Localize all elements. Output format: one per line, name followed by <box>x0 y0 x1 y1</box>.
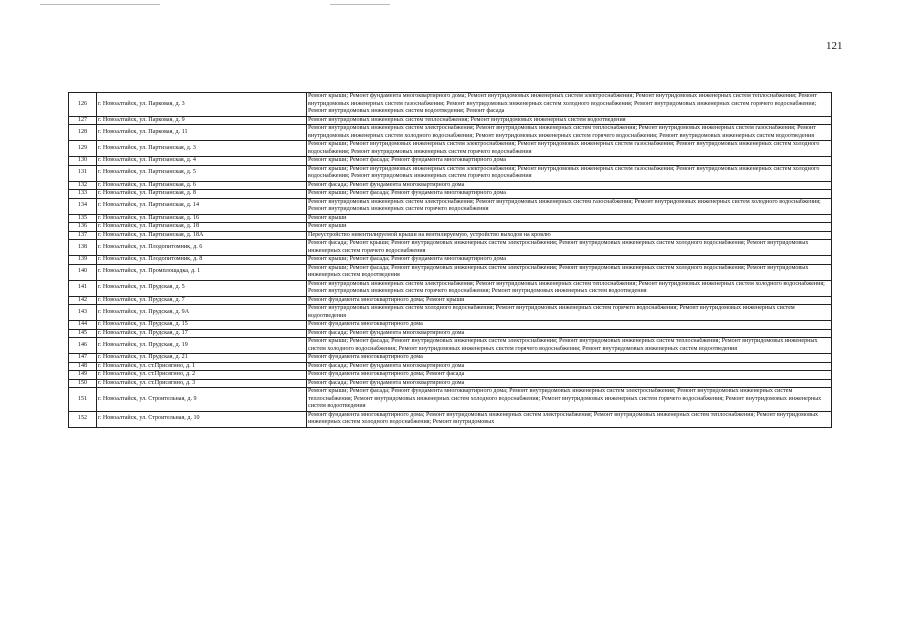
table-row <box>69 379 832 388</box>
row-number: 137 <box>69 231 97 240</box>
table-row <box>69 165 832 181</box>
table-row <box>69 198 832 214</box>
row-works: Ремонт внутридомовых инженерных систем электроснабжения; Ремонт внутридомовых инженерных систем теплоснабжения; Ремонт внутридомовых инженерных систем холодного водоснабжения; Ремонт внутридомовых инженерных систем горячего водоснабжения; Ремонт внутридомовых инженерных систем водоотведения <box>307 280 832 296</box>
row-address: г. Новоалтайск, ул. ст.Присягино, д. 1 <box>97 362 307 371</box>
row-address: г. Новоалтайск, ул. Парковая, д. 11 <box>97 125 307 141</box>
table-row <box>69 264 832 280</box>
row-address: г. Новоалтайск, ул. Плодопитомник, д. 6 <box>97 240 307 256</box>
row-number: 131 <box>69 165 97 181</box>
row-address: г. Новоалтайск, ул. Партизанская, д. 5 <box>97 165 307 181</box>
row-address: г. Новоалтайск, ул. Партизанская, д. 16 <box>97 214 307 223</box>
row-address: г. Новоалтайск, ул. Парковая, д. 9 <box>97 116 307 125</box>
row-works: Ремонт фундамента многоквартирного дома <box>307 321 832 330</box>
row-works: Ремонт крыши; Ремонт фасада; Ремонт фундамента многоквартирного дома <box>307 190 832 199</box>
row-number: 132 <box>69 181 97 190</box>
page-number: 121 <box>826 40 843 52</box>
row-number: 143 <box>69 305 97 321</box>
table-row <box>69 214 832 223</box>
table-row <box>69 280 832 296</box>
row-address: г. Новоалтайск, ул. Прудская, д. 5 <box>97 280 307 296</box>
table-row <box>69 362 832 371</box>
row-number: 136 <box>69 223 97 232</box>
row-address: г. Новоалтайск, ул. Прудская, д. 7 <box>97 296 307 305</box>
row-number: 148 <box>69 362 97 371</box>
row-number: 130 <box>69 157 97 166</box>
row-number: 138 <box>69 240 97 256</box>
row-address: г. Новоалтайск, ул. Промплощадка, д. 1 <box>97 264 307 280</box>
row-works: Ремонт крыши; Ремонт фасада; Ремонт фундамента многоквартирного дома <box>307 256 832 265</box>
row-address: г. Новоалтайск, ул. Партизанская, д. 8 <box>97 190 307 199</box>
row-works: Переустройство невентилируемой крыши на вентилируемую, устройство выходов на кровлю <box>307 231 832 240</box>
row-address: г. Новоалтайск, ул. Прудская, д. 9А <box>97 305 307 321</box>
row-works: Ремонт крыши; Ремонт фасада; Ремонт фундамента многоквартирного дома; Ремонт внутридомовых инженерных систем электроснабжения; Ремонт внутридомовых инженерных систем теплоснабжения; Ремонт внутридомовых инженерных систем холодного водоснабжения; Ремонт внутридомовых инженерных систем горячего водоснабжения; Ремонт внутридомовых инженерных систем водоотведения <box>307 388 832 412</box>
table-row <box>69 93 832 117</box>
row-number: 141 <box>69 280 97 296</box>
row-address: г. Новоалтайск, ул. Партизанская, д. 18 <box>97 223 307 232</box>
row-works: Ремонт фасада; Ремонт фундамента многоквартирного дома <box>307 379 832 388</box>
row-works: Ремонт фасада; Ремонт фундамента многоквартирного дома <box>307 329 832 338</box>
row-number: 146 <box>69 338 97 354</box>
row-address: г. Новоалтайск, ул. Партизанская, д. 14 <box>97 198 307 214</box>
row-address: г. Новоалтайск, ул. Плодопитомник, д. 8 <box>97 256 307 265</box>
row-works: Ремонт фундамента многоквартирного дома; Ремонт крыши <box>307 296 832 305</box>
table-row <box>69 223 832 232</box>
row-works: Ремонт фасада; Ремонт крыши; Ремонт внутридомовых инженерных систем электроснабжения; Ремонт внутридомовых инженерных систем холодного водоснабжения; Ремонт внутридомовых инженерных систем горячего водоснабжения <box>307 240 832 256</box>
table-body <box>69 93 832 428</box>
row-address: г. Новоалтайск, ул. Партизанская, д. 18А <box>97 231 307 240</box>
row-address: г. Новоалтайск, ул. ст.Присягино, д. 2 <box>97 371 307 380</box>
scan-artifact <box>40 4 160 5</box>
row-number: 151 <box>69 388 97 412</box>
row-number: 133 <box>69 190 97 199</box>
row-works: Ремонт крыши; Ремонт фасада; Ремонт внутридомовых инженерных систем электроснабжения; Ремонт внутридомовых инженерных систем холодного водоснабжения; Ремонт внутридомовых инженерных систем водоотведения <box>307 264 832 280</box>
row-number: 150 <box>69 379 97 388</box>
row-address: г. Новоалтайск, ул. Прудская, д. 21 <box>97 354 307 363</box>
row-number: 126 <box>69 93 97 117</box>
table-row <box>69 231 832 240</box>
row-address: г. Новоалтайск, ул. Прудская, д. 17 <box>97 329 307 338</box>
table-row <box>69 296 832 305</box>
row-number: 135 <box>69 214 97 223</box>
row-works: Ремонт крыши; Ремонт внутридомовых инженерных систем электроснабжения; Ремонт внутридомовых инженерных систем газоснабжения; Ремонт внутридомовых инженерных систем холодного водоснабжения; Ремонт внутридомовых инженерных систем горячего водоснабжения <box>307 165 832 181</box>
table-row <box>69 116 832 125</box>
row-works: Ремонт крыши; Ремонт фасада; Ремонт фундамента многоквартирного дома <box>307 157 832 166</box>
table-row <box>69 329 832 338</box>
row-works: Ремонт фундамента многоквартирного дома; Ремонт фасада <box>307 371 832 380</box>
row-works: Ремонт крыши; Ремонт внутридомовых инженерных систем электроснабжения; Ремонт внутридомовых инженерных систем газоснабжения; Ремонт внутридомовых инженерных систем холодного водоснабжения; Ремонт внутридомовых инженерных систем горячего водоснабжения <box>307 141 832 157</box>
table-row <box>69 240 832 256</box>
row-number: 140 <box>69 264 97 280</box>
row-works: Ремонт внутридомовых инженерных систем теплоснабжения; Ремонт внутридомовых инженерных систем водоотведения <box>307 116 832 125</box>
table-row <box>69 190 832 199</box>
row-works: Ремонт крыши; Ремонт фундамента многоквартирного дома; Ремонт внутридомовых инженерных систем электроснабжения; Ремонт внутридомовых инженерных систем теплоснабжения; Ремонт внутридомовых инженерных систем газоснабжения; Ремонт внутридомовых инженерных систем холодного водоснабжения; Ремонт внутридомовых инженерных систем горячего водоснабжения; Ремонт внутридомовых инженерных систем водоотведения; Ремонт фасада <box>307 93 832 117</box>
row-number: 149 <box>69 371 97 380</box>
row-works: Ремонт фундамента многоквартирного дома <box>307 354 832 363</box>
row-address: г. Новоалтайск, ул. Прудская, д. 19 <box>97 338 307 354</box>
row-works: Ремонт внутридомовых инженерных систем холодного водоснабжения; Ремонт внутридомовых инженерных систем горячего водоснабжения; Ремонт внутридомовых инженерных систем водоотведения <box>307 305 832 321</box>
row-works: Ремонт фасада; Ремонт фундамента многоквартирного дома <box>307 181 832 190</box>
row-number: 134 <box>69 198 97 214</box>
scan-artifact <box>330 4 390 5</box>
table-row <box>69 354 832 363</box>
row-number: 147 <box>69 354 97 363</box>
row-works: Ремонт крыши; Ремонт фасада; Ремонт внутридомовых инженерных систем электроснабжения; Ремонт внутридомовых инженерных систем теплоснабжения; Ремонт внутридомовых инженерных систем холодного водоснабжения; Ремонт внутридомовых инженерных систем горячего водоснабжения; Ремонт внутридомовых инженерных систем водоотведения <box>307 338 832 354</box>
row-number: 144 <box>69 321 97 330</box>
row-works: Ремонт фасада; Ремонт фундамента многоквартирного дома <box>307 362 832 371</box>
table-row <box>69 181 832 190</box>
table-row <box>69 371 832 380</box>
row-address: г. Новоалтайск, ул. Прудская, д. 15 <box>97 321 307 330</box>
row-works: Ремонт фундамента многоквартирного дома; Ремонт внутридомовых инженерных систем электроснабжения; Ремонт внутридомовых инженерных систем теплоснабжения; Ремонт внутридомовых инженерных систем холодного водоснабжения; Ремонт внутридомовых <box>307 411 832 427</box>
row-works: Ремонт внутридомовых инженерных систем электроснабжения; Ремонт внутридомовых инженерных систем теплоснабжения; Ремонт внутридомовых инженерных систем газоснабжения; Ремонт внутридомовых инженерных систем холодного водоснабжения; Ремонт внутридомовых инженерных систем горячего водоснабжения; Ремонт внутридомовых инженерных систем водоотведения <box>307 125 832 141</box>
row-number: 145 <box>69 329 97 338</box>
row-number: 128 <box>69 125 97 141</box>
table-row <box>69 141 832 157</box>
row-number: 129 <box>69 141 97 157</box>
row-address: г. Новоалтайск, ул. Партизанская, д. 4 <box>97 157 307 166</box>
row-number: 152 <box>69 411 97 427</box>
row-works: Ремонт крыши <box>307 223 832 232</box>
row-address: г. Новоалтайск, ул. Парковая, д. 3 <box>97 93 307 117</box>
row-number: 127 <box>69 116 97 125</box>
row-number: 142 <box>69 296 97 305</box>
row-address: г. Новоалтайск, ул. Партизанская, д. 3 <box>97 141 307 157</box>
table-row <box>69 125 832 141</box>
table-row <box>69 256 832 265</box>
table-row <box>69 157 832 166</box>
row-address: г. Новоалтайск, ул. ст.Присягино, д. 3 <box>97 379 307 388</box>
table-row <box>69 388 832 412</box>
row-works: Ремонт внутридомовых инженерных систем электроснабжения; Ремонт внутридомовых инженерных систем газоснабжения; Ремонт внутридомовых инженерных систем холодного водоснабжения; Ремонт внутридомовых инженерных систем горячего водоснабжения <box>307 198 832 214</box>
row-works: Ремонт крыши <box>307 214 832 223</box>
row-address: г. Новоалтайск, ул. Строительная, д. 10 <box>97 411 307 427</box>
table-row <box>69 411 832 427</box>
row-address: г. Новоалтайск, ул. Партизанская, д. 6 <box>97 181 307 190</box>
table-row <box>69 305 832 321</box>
table-row <box>69 321 832 330</box>
row-number: 139 <box>69 256 97 265</box>
table-row <box>69 338 832 354</box>
row-address: г. Новоалтайск, ул. Строительная, д. 9 <box>97 388 307 412</box>
repair-register-table <box>68 92 832 428</box>
